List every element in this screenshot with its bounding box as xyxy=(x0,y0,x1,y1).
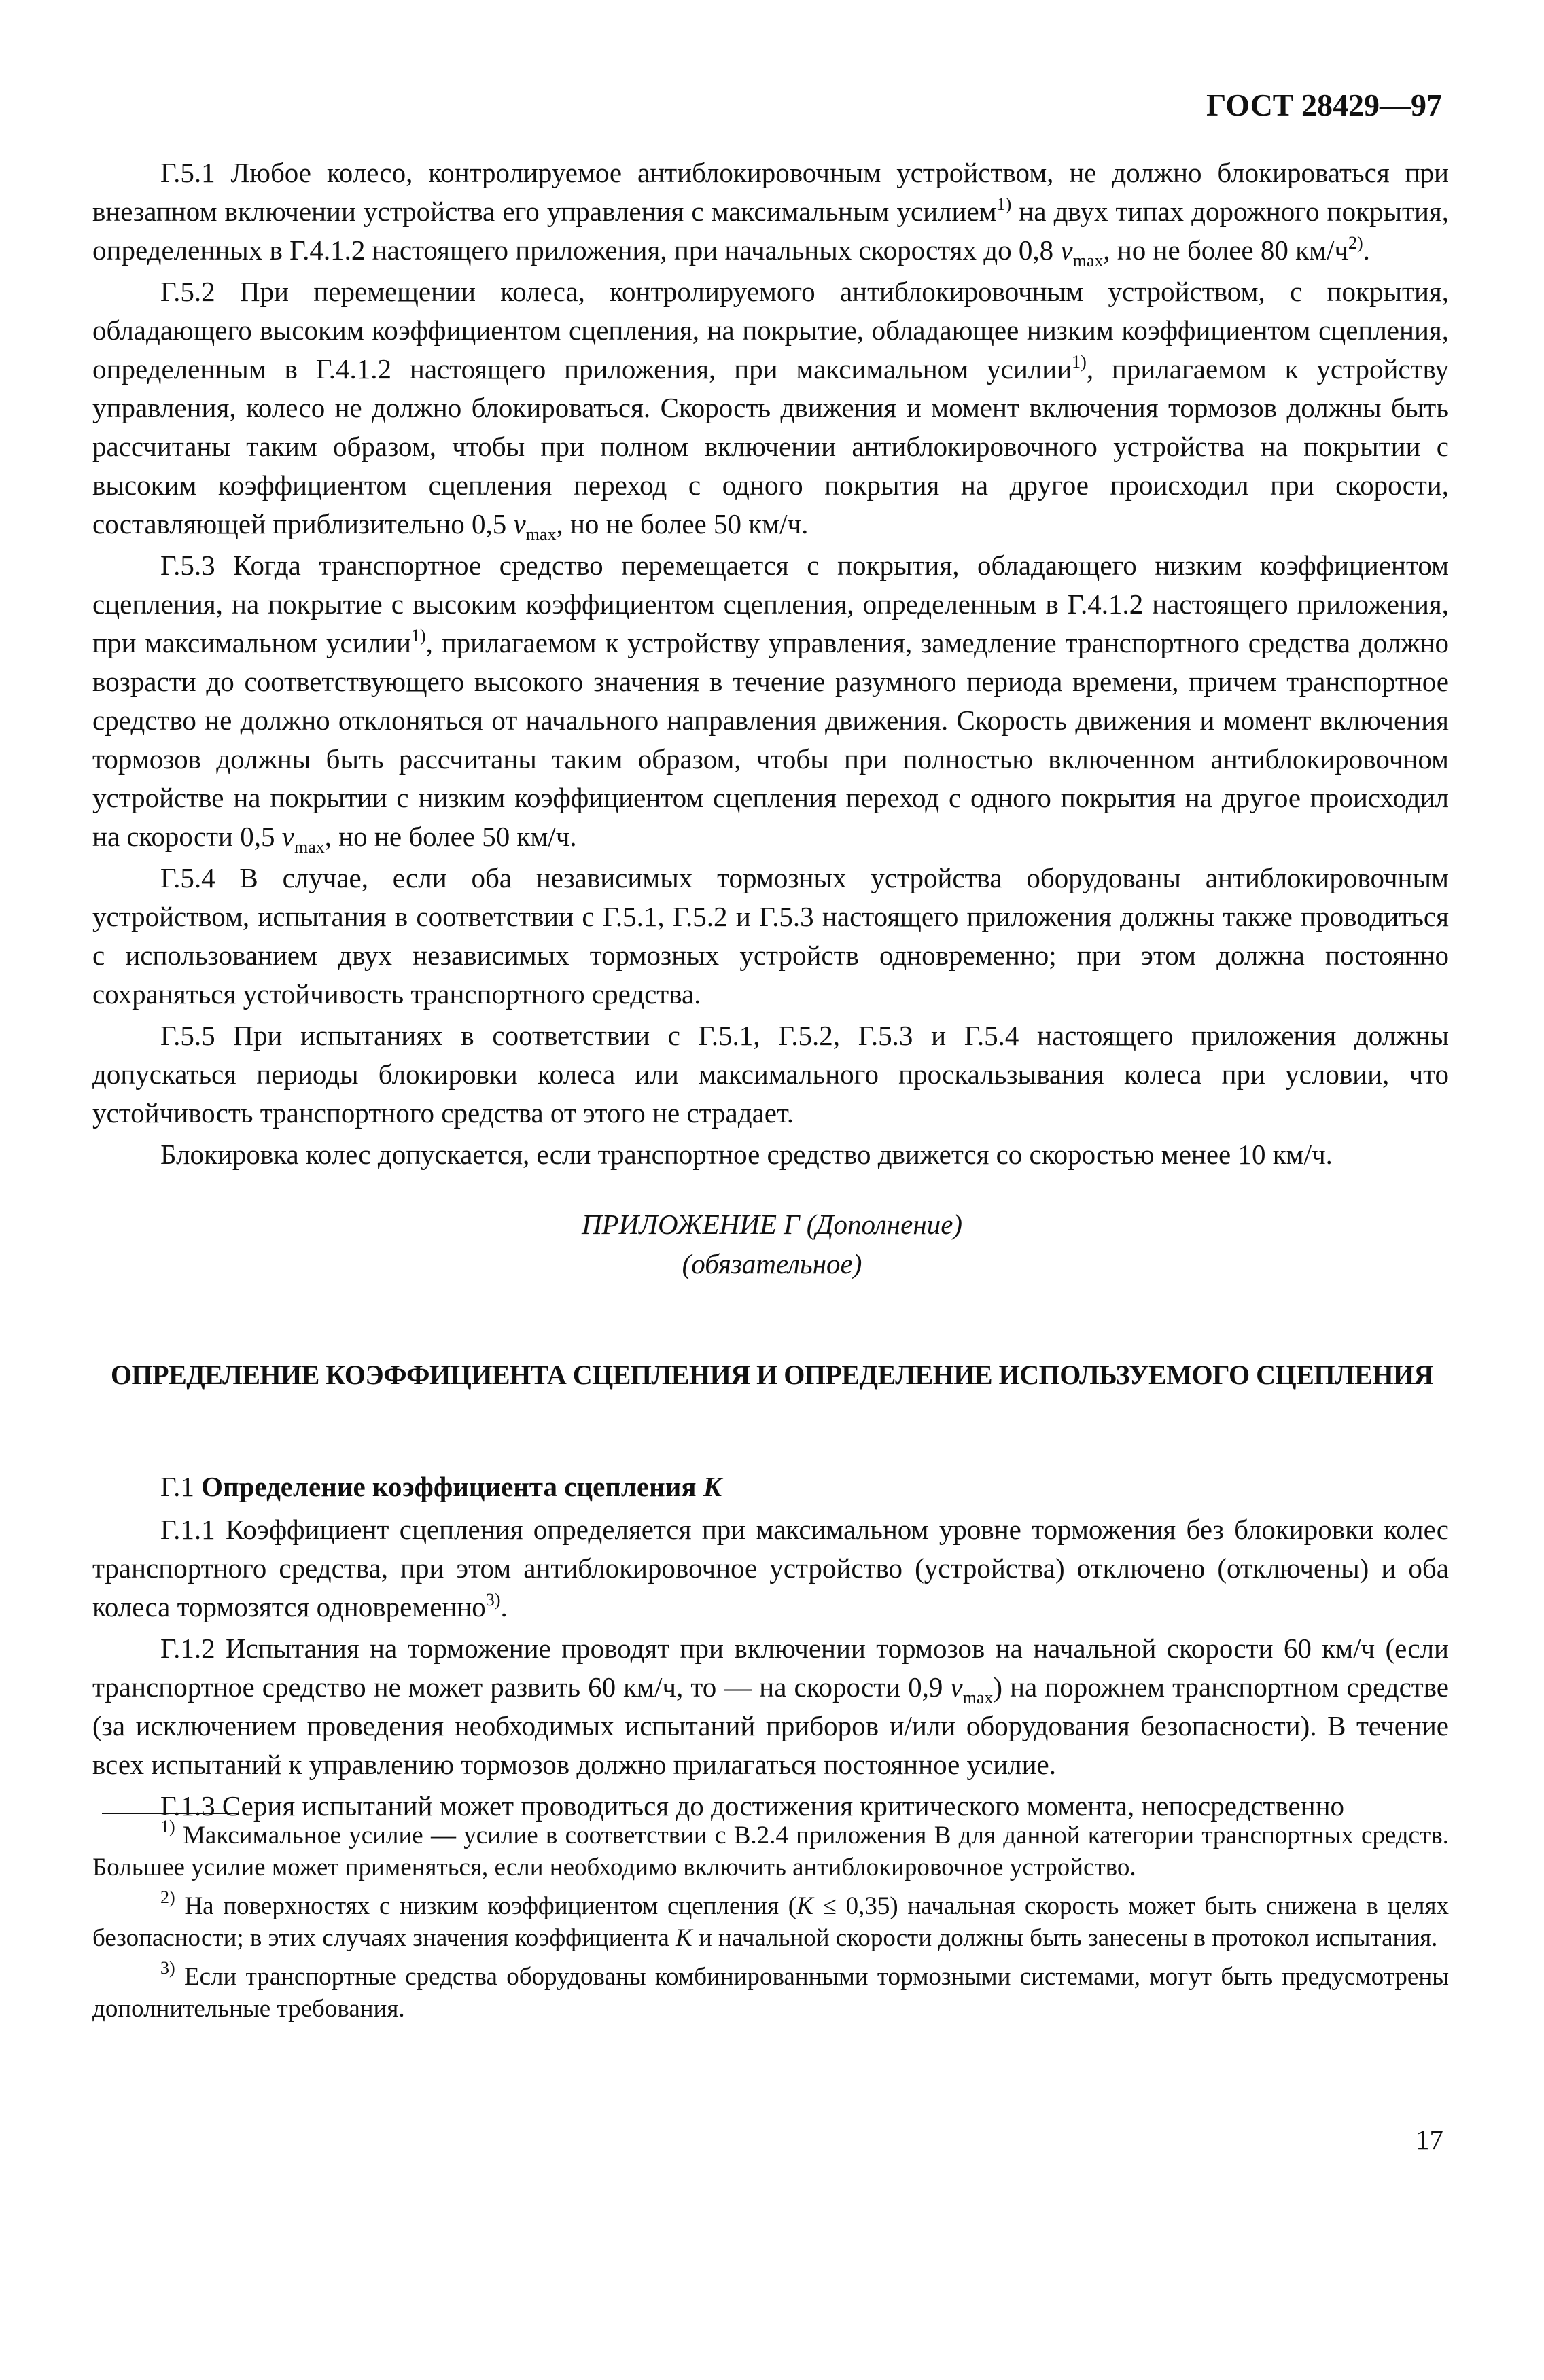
page-number: 17 xyxy=(1416,2124,1443,2155)
footnote-3: $^{3)}$ Если транспортные средства оборудованы комбинированными тормозными системами, могут быть предусмотрены дополнительные требования. xyxy=(92,1958,1449,2023)
footnote-ref: 2) xyxy=(1348,233,1363,253)
section-number: Г.1 xyxy=(160,1471,194,1502)
footnote-mark: 1) xyxy=(160,1817,175,1836)
footnote-mark: 3) xyxy=(160,1958,175,1978)
paragraph-g1-3: Г.1.3 Серия испытаний может проводиться до достижения критического момента, непосредственно xyxy=(160,1790,1345,1822)
variable-v: v xyxy=(281,821,294,852)
footnote-2: $^{2)}$ На поверхностях с низким коэффициентом сцепления (K ≤ 0,35) начальная скорость может быть снижена в целях безопасности; в этих случаях значения коэффициента K и начальной скорости должны быть занесены в протокол испытания. xyxy=(92,1887,1450,1952)
paragraph-g1-1: Г.1.1 Коэффициент сцепления определяется при максимальном уровне торможения без блокировки колес транспортного средства, при этом антиблокировочное устройство (устройства) отключено (отключены) и оба колеса тормозятся одновременно$^{3)}$. xyxy=(92,1514,1449,1622)
footnote-1: $^{1)}$ Максимальное усилие — усилие в соответствии с В.2.4 приложения В для данной категории транспортных средств. Большее усилие может применяться, если необходимо включить антиблокировочное устройство. xyxy=(92,1817,1449,1881)
paragraph-wheel-lock: Блокировка колес допускается, если транспортное средство движется со скоростью менее 10 км/ч. xyxy=(160,1139,1333,1170)
body-text xyxy=(92,154,1449,1177)
subscript-max: max xyxy=(525,525,557,544)
paragraph-g5-1: Г.5.1 Любое колесо, контролируемое антиблокировочным устройством, не должно блокироваться при внезапном включении устройства его управления с максимальным усилием$^{1)}$ на двух типах дорожного покрытия, определенных в Г.4.1.2 настоящего приложения, при начальных скоростях до 0,8 $v_{max}$, но не более 80 $км/ч^{2)}$. xyxy=(92,157,1450,270)
variable-v: v xyxy=(513,508,526,539)
section-g1 xyxy=(92,1468,1449,1828)
paragraph-g5-5: Г.5.5 При испытаниях в соответствии с Г.5.1, Г.5.2, Г.5.3 и Г.5.4 настоящего приложения должны допускаться периоды блокировки колеса или максимального проскальзывания колеса при условии, что устойчивость транспортного средства от этого не страдает. xyxy=(92,1020,1449,1129)
section-heading: Г.1 Определение коэффициента сцепления K xyxy=(160,1471,722,1502)
paragraph-g5-3: Г.5.3 Когда транспортное средство перемещается с покрытия, обладающего низким коэффициентом сцепления, на покрытие с высоким коэффициентом сцепления, определенным в Г.4.1.2 настоящего приложения, при максимальном усилии$^{1)}$, прилагаемом к устройству управления, замедление транспортного средства должно возрасти до соответствующего высокого значения в течение разумного периода времени, причем транспортное средство не должно отклоняться от начального направления движения. Скорость движения и момент включения тормозов должны быть рассчитаны таким образом, чтобы при полностью включенном антиблокировочном устройстве на покрытии с низким коэффициентом сцепления переход с одного покрытия на другое происходил на скорости 0,5 $v_{max}$, но не более 50 км/ч. xyxy=(92,550,1449,857)
variable-v: v xyxy=(950,1671,963,1703)
footnote-ref: 3) xyxy=(485,1590,501,1610)
subscript-max: max xyxy=(294,837,325,857)
variable-k: K xyxy=(676,1924,692,1952)
paragraph-g5-2: Г.5.2 При перемещении колеса, контролируемого антиблокировочным устройством, с покрытия, обладающего высоким коэффициентом сцепления, на покрытие, обладающее низким коэффициентом сцепления, определенным в Г.4.1.2 настоящего приложения, при максимальном усилии$^{1)}$, прилагаемом к устройству управления, колесо не должно блокироваться. Скорость движения и момент включения тормозов должны быть рассчитаны таким образом, чтобы при полном включении антиблокировочного устройства на покрытии с высоким коэффициентом сцепления переход с одного покрытия на другое происходил при скорости, составляющей приблизительно 0,5 $v_{max}$, но не более 50 км/ч. xyxy=(92,276,1449,544)
appendix-status: (обязательное) xyxy=(682,1248,862,1279)
footnote-ref: 1) xyxy=(1072,352,1087,372)
variable-v: v xyxy=(1060,234,1073,266)
footnote-mark: 2) xyxy=(160,1887,175,1907)
footnote-divider xyxy=(102,1813,238,1814)
section-main-title: ОПРЕДЕЛЕНИЕ КОЭФФИЦИЕНТА СЦЕПЛЕНИЯ И ОПРЕДЕЛЕНИЕ ИСПОЛЬЗУЕМОГО СЦЕПЛЕНИЯ xyxy=(110,1360,1434,1390)
paragraph-g1-2: Г.1.2 Испытания на торможение проводят при включении тормозов на начальной скорости 60 км/ч (если транспортное средство не может развить 60 км/ч, то — на скорости 0,9 $v_{max}$) на порожнем транспортном средстве (за исключением проведения необходимых испытаний приборов и/или оборудования безопасности). В течение всех испытаний к управлению тормозов должно прилагаться постоянное усилие. xyxy=(92,1633,1449,1780)
variable-k: K xyxy=(796,1892,813,1920)
subscript-max: max xyxy=(962,1688,994,1707)
footnote-ref: 1) xyxy=(996,194,1012,214)
footnote-ref: 1) xyxy=(410,626,426,645)
footnotes xyxy=(92,1819,1449,2031)
subscript-max: max xyxy=(1072,251,1104,270)
variable-k: K xyxy=(703,1471,722,1502)
appendix-heading xyxy=(0,1205,1544,1283)
document-code: ГОСТ 28429—97 xyxy=(1206,88,1442,122)
paragraph-g5-4: Г.5.4 В случае, если оба независимых тормозных устройства оборудованы антиблокировочным устройством, испытания в соответствии с Г.5.1, Г.5.2 и Г.5.3 настоящего приложения должны также проводиться с использованием двух независимых тормозных устройств одновременно; при этом должна постоянно сохраняться устойчивость транспортного средства. xyxy=(92,862,1449,1010)
appendix-title: ПРИЛОЖЕНИЕ Г (Дополнение) xyxy=(581,1209,963,1240)
